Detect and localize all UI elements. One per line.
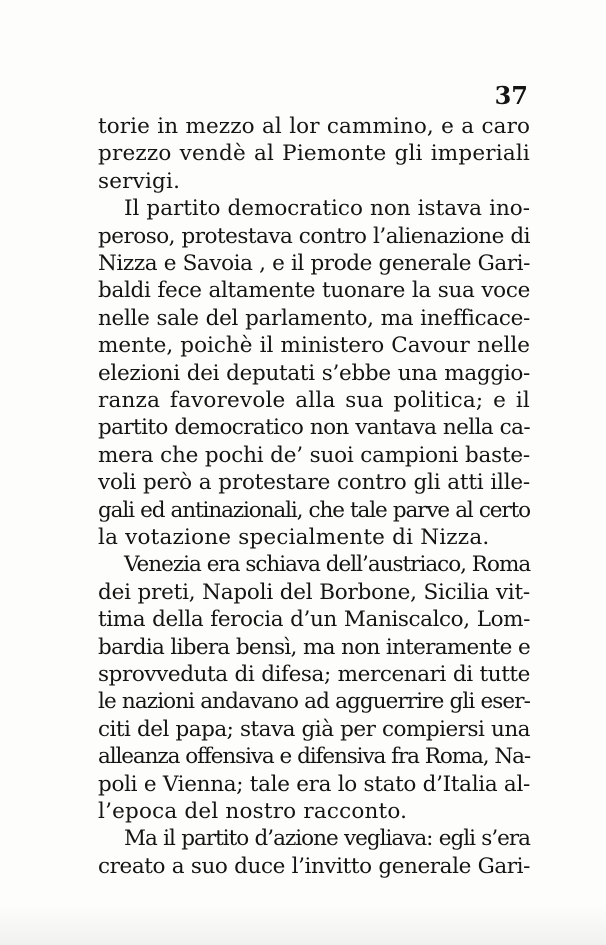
text-line: partito democratico non vantava nella ca- <box>98 415 530 441</box>
text-line: nelle sale del parlamento, ma inefficace- <box>98 305 530 331</box>
text-line: torie in mezzo al lor cammino, e a caro <box>98 114 530 139</box>
text-line: peroso, protestava contro l’alienazione di <box>98 223 530 249</box>
text-line: alleanza offensiva e difensiva fra Roma, Na- <box>98 744 530 770</box>
page-number: 37 <box>494 81 528 110</box>
text-line: creato a suo duce l’invitto generale Gari- <box>98 853 530 879</box>
text-line: Nizza e Savoia , e il prode generale Gari- <box>98 251 530 276</box>
page-bottom-margin <box>0 905 606 945</box>
text-line: sprovveduta di difesa; mercenari di tutte <box>98 662 530 687</box>
text-line: le nazioni andavano ad agguerrire gli eser- <box>98 689 530 715</box>
text-line: la votazione specialmente di Nizza. <box>98 525 490 550</box>
text-line: voli però a protestare contro gli atti ille- <box>98 470 530 496</box>
text-line: mera che pochi de’ suoi campioni baste- <box>98 442 530 468</box>
text-line: Venezia era schiava dell’austriaco, Roma <box>124 552 531 578</box>
text-line: prezzo vendè al Piemonte gli imperiali <box>98 141 530 167</box>
text-line: servigi. <box>98 168 181 194</box>
text-line: Ma il partito d’azione vegliava: egli s’era <box>124 826 530 852</box>
text-line: Il partito democratico non istava ino- <box>124 196 530 222</box>
text-line: baldi fece altamente tuonare la sua voce <box>98 278 530 304</box>
text-line: citi del papa; stava già per compiersi una <box>98 716 530 742</box>
text-line: elezioni dei deputati s’ebbe una maggio- <box>98 360 530 386</box>
text-line: l’epoca del nostro racconto. <box>98 799 408 824</box>
text-line: poli e Vienna; tale era lo stato d’Italia al- <box>98 771 530 797</box>
text-line: gali ed antinazionali, che tale parve al certo <box>98 497 530 523</box>
text-line: tima della ferocia d’un Maniscalco, Lom- <box>98 607 530 633</box>
text-line: bardia libera bensì, ma non interamente e <box>98 634 530 660</box>
text-line: dei preti, Napoli del Borbone, Sicilia vit- <box>98 579 530 605</box>
text-line: ranza favorevole alla sua politica; e il <box>98 388 530 413</box>
text-line: mente, poichè il ministero Cavour nelle <box>98 333 530 359</box>
